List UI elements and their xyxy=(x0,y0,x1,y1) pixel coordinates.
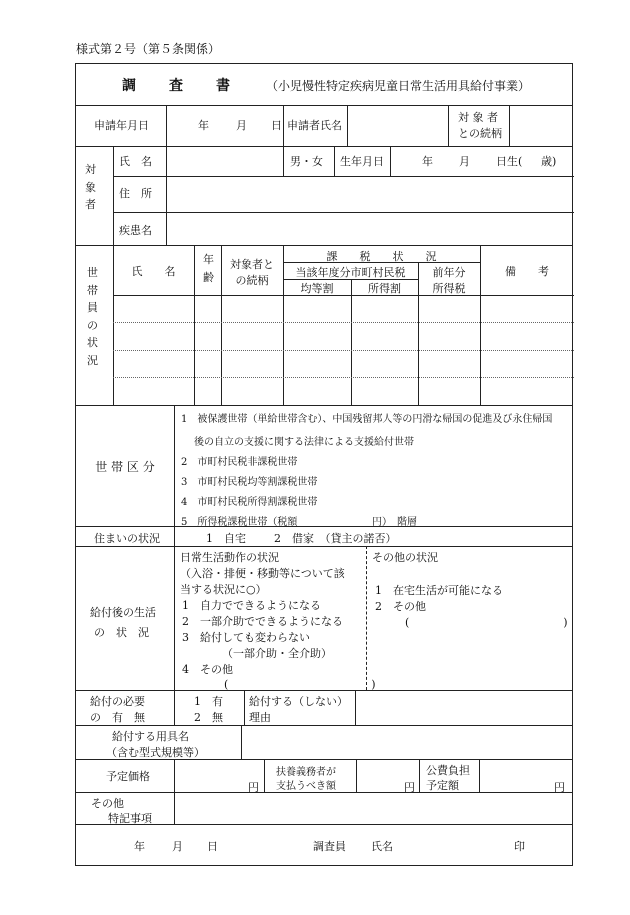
form-code: 様式第２号（第５条関係） xyxy=(76,42,221,56)
daily-activity-note-2: 当する状況に○） xyxy=(180,583,267,596)
classification-item-1a: 1 被保護世帯（単給世帯含む）、中国残留邦人等の円滑な帰国の促進及び永住帰国 xyxy=(181,414,553,425)
classification-item-5b: 円） 階層 xyxy=(372,517,417,528)
page-subtitle: （小児慢性特定疾病児童日常生活用具給付事業） xyxy=(266,79,531,93)
equipment-label-2: （含む型式規模等） xyxy=(106,746,205,759)
title-row xyxy=(76,64,572,106)
application-month-unit: 月 xyxy=(236,119,247,132)
remarks-header: 備 考 xyxy=(505,265,549,278)
birth-year-unit: 年 xyxy=(422,155,433,168)
classification-item-3: 3 市町村民税均等割課税世帯 xyxy=(181,477,318,488)
classification-item-1b: 後の自立の支援に関する法律による支援給付世帯 xyxy=(194,437,414,448)
income-levy-header: 所得割 xyxy=(368,282,401,295)
other-option-1: 1 在宅生活が可能になる xyxy=(375,584,503,597)
public-burden-label-2: 予定額 xyxy=(426,779,459,792)
daily-activity-note-1: （入浴・排便・移動等について該 xyxy=(180,567,345,580)
obligor-label-1: 扶養義務者が xyxy=(276,767,336,778)
income-tax-header: 所得税 xyxy=(432,282,466,295)
public-burden-label-1: 公費負担 xyxy=(426,764,470,777)
classification-item-5a: 5 所得税課税世帯（税額 xyxy=(181,517,298,528)
necessity-label-1: 給付の必要 xyxy=(90,695,145,708)
reason-label-1: 給付する（しない） xyxy=(249,695,348,708)
household-section-label: 世 帯 員 の 状 況 xyxy=(87,266,98,367)
daily-option-1: 1 自力でできるようになる xyxy=(182,599,321,612)
disease-name-label: 疾患名 xyxy=(119,224,152,237)
gender-options: 男・女 xyxy=(290,155,323,168)
daily-option-2: 2 一部介助でできるようになる xyxy=(182,615,343,628)
obligor-label-2: 支払うべき額 xyxy=(276,781,336,792)
necessity-label-2: の 有 無 xyxy=(90,711,145,724)
equipment-label-1: 給付する用具名 xyxy=(112,730,189,743)
footer-month-unit: 月 xyxy=(172,840,183,853)
subject-name-label: 氏 名 xyxy=(119,155,152,168)
necessity-yes: 1 有 xyxy=(194,695,223,708)
application-date-label: 申請年月日 xyxy=(94,119,149,132)
investigator-name-label: 氏名 xyxy=(371,840,393,853)
tax-status-header: 課 税 状 況 xyxy=(326,250,437,263)
classification-item-2: 2 市町村民税非課税世帯 xyxy=(181,457,298,468)
housing-label: 住まいの状況 xyxy=(94,532,160,545)
household-name-header: 氏 名 xyxy=(131,265,176,278)
per-capita-levy-header: 均等割 xyxy=(300,282,334,295)
other-status-title: その他の状況 xyxy=(372,551,438,564)
life-after-label-2: の 状 況 xyxy=(94,626,149,639)
relation-label-line2: との続柄 xyxy=(458,127,502,140)
necessity-no: 2 無 xyxy=(194,711,223,724)
birth-day-unit: 日生( xyxy=(496,155,523,168)
classification-item-4: 4 市町村民税所得割課税世帯 xyxy=(181,497,318,508)
housing-option-own: 1 自宅 xyxy=(206,532,246,545)
household-classification-label: 世 帯 区 分 xyxy=(95,460,155,474)
footer-year-unit: 年 xyxy=(134,840,145,853)
daily-option-4: 4 その他 xyxy=(182,663,233,676)
birth-month-unit: 月 xyxy=(459,155,470,168)
investigator-label: 調査員 xyxy=(313,840,346,853)
housing-option-rent: 2 借家 （貸主の諾否） xyxy=(274,532,397,545)
public-burden-yen-unit: 円 xyxy=(554,781,565,794)
application-year-unit: 年 xyxy=(198,119,209,132)
life-after-label-1: 給付後の生活 xyxy=(90,606,156,619)
other-option-2: 2 その他 xyxy=(375,600,426,613)
daily-option-3: 3 給付しても変わらない xyxy=(182,631,310,644)
household-age-header: 年 齢 xyxy=(203,253,214,284)
obligor-yen-unit: 円 xyxy=(404,781,415,794)
price-yen-unit: 円 xyxy=(248,781,259,794)
other-option-2-paren: ( ) xyxy=(405,616,568,629)
page-title: 調査書 xyxy=(122,78,263,94)
remarks-label-1: その他 xyxy=(91,797,124,810)
survey-form xyxy=(75,63,573,866)
relation-label-line1: 対 象 者 xyxy=(458,111,498,124)
municipal-tax-header: 当該年度分市町村民税 xyxy=(295,266,406,279)
age-unit: 歳) xyxy=(541,155,557,168)
price-label: 予定価格 xyxy=(106,770,150,783)
seal-mark: 印 xyxy=(514,840,525,853)
application-day-unit: 日 xyxy=(271,119,282,132)
household-relation-header-1: 対象者と xyxy=(230,258,274,271)
household-relation-header-2: の続柄 xyxy=(235,274,269,287)
previous-year-header: 前年分 xyxy=(432,266,466,279)
address-label: 住 所 xyxy=(119,187,152,200)
footer-day-unit: 日 xyxy=(207,840,218,853)
birth-date-label: 生年月日 xyxy=(340,155,384,168)
subject-section-label: 対 象 者 xyxy=(85,163,96,212)
remarks-label-2: 特記事項 xyxy=(108,812,152,825)
reason-label-2: 理由 xyxy=(249,711,271,724)
daily-activity-title: 日常生活動作の状況 xyxy=(180,551,279,564)
daily-option-3-sub: （一部介助・全介助） xyxy=(222,647,332,660)
daily-option-4-paren: ( ) xyxy=(224,678,376,691)
applicant-name-label: 申請者氏名 xyxy=(287,119,342,132)
